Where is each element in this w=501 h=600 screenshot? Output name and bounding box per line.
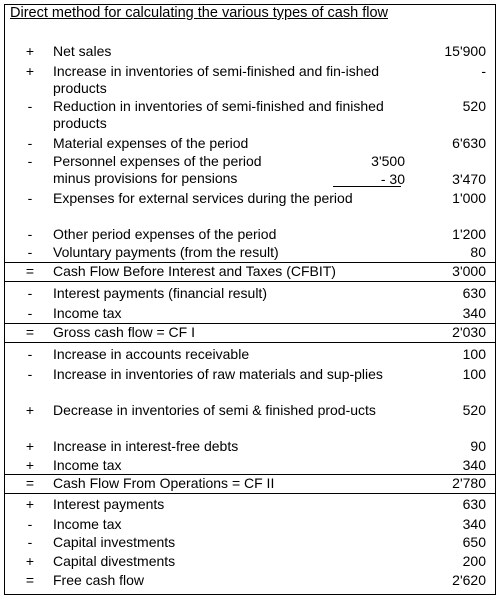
row-label: Capital divestments [53, 553, 176, 569]
row-value: 100 [462, 366, 486, 382]
row-sign: + [25, 553, 35, 569]
table-row [5, 572, 496, 590]
table-row [5, 346, 496, 364]
row-value: 100 [462, 346, 486, 362]
row-sub-value: 3'500 [371, 153, 405, 169]
row-value: 6'630 [452, 135, 486, 151]
row-sign: - [27, 98, 33, 114]
row-value: 80 [470, 244, 486, 260]
sum-underline [333, 186, 401, 187]
row-sign: = [25, 572, 35, 588]
row-label: Income tax [53, 457, 122, 473]
row-label: Interest payments (financial result) [53, 285, 267, 301]
row-sign: - [27, 153, 33, 169]
row-label: Material expenses of the period [53, 135, 249, 151]
table-row [5, 534, 496, 552]
table-row [5, 438, 496, 456]
row-value: 3'470 [452, 171, 486, 187]
table-row [5, 63, 496, 97]
table-row [5, 226, 496, 244]
row-sign: - [27, 534, 33, 550]
row-sign: + [25, 457, 35, 473]
row-sign: + [25, 63, 35, 79]
row-sign: + [25, 496, 35, 512]
row-sub-value: - 30 [380, 171, 405, 187]
row-value: 3'000 [452, 263, 486, 279]
row-value: - [481, 63, 486, 79]
row-sign: - [27, 135, 33, 151]
table-row [5, 190, 496, 224]
total-row [5, 323, 496, 343]
row-sign: = [25, 475, 35, 491]
row-sign: - [27, 244, 33, 260]
row-label: Cash Flow From Operations = CF II [53, 475, 275, 491]
row-sign: + [25, 402, 35, 418]
table-row [5, 305, 496, 323]
row-value: 630 [462, 285, 486, 301]
row-value: 1'200 [452, 226, 486, 242]
row-label: Reduction in inventories of semi-finished and finished products [53, 98, 384, 131]
table-row [5, 496, 496, 514]
row-value: 90 [470, 438, 486, 454]
row-sign: = [25, 263, 35, 279]
table-row [5, 516, 496, 534]
row-sign: - [27, 366, 33, 382]
row-value: 200 [462, 553, 486, 569]
table-row [5, 244, 496, 262]
table-row [5, 285, 496, 303]
row-label: Increase in interest-free debts [53, 438, 239, 454]
row-label: Capital investments [53, 534, 176, 550]
row-sign: - [27, 226, 33, 242]
table-row [5, 43, 496, 61]
row-sign: - [27, 305, 33, 321]
row-value: 630 [462, 496, 486, 512]
row-label: Decrease in inventories of semi & finished prod-ucts [53, 402, 376, 418]
row-label: Cash Flow Before Interest and Taxes (CFBIT) [53, 263, 336, 279]
row-sign: = [25, 324, 35, 340]
row-value: 650 [462, 534, 486, 550]
table-row [5, 457, 496, 475]
row-sign: - [27, 190, 33, 206]
table-row [5, 402, 496, 436]
row-sign: + [25, 438, 35, 454]
row-sign: - [27, 346, 33, 362]
row-label: Free cash flow [53, 572, 145, 588]
row-value: 340 [462, 457, 486, 473]
row-label: Income tax [53, 516, 122, 532]
total-row [5, 262, 496, 282]
row-label: Other period expenses of the period [53, 226, 277, 242]
row-sign: - [27, 516, 33, 532]
row-label: Increase in accounts receivable [53, 346, 250, 362]
row-sign: + [25, 43, 35, 59]
row-value: 2'780 [452, 475, 486, 491]
row-sign: - [27, 285, 33, 301]
row-label: Gross cash flow = CF I [53, 324, 195, 340]
row-value: 520 [462, 402, 486, 418]
row-label: Net sales [53, 43, 112, 59]
row-label: Personnel expenses of the period minus provisions for pensions [53, 153, 262, 186]
row-value: 2'620 [452, 572, 486, 588]
total-row [5, 474, 496, 494]
row-label: Increase in inventories of semi-finished and fin-ished products [53, 63, 380, 96]
row-value: 2'030 [452, 324, 486, 340]
row-value: 15'900 [444, 43, 486, 59]
table-row [5, 135, 496, 153]
row-value: 1'000 [452, 190, 486, 206]
row-label: Income tax [53, 305, 122, 321]
row-value: 340 [462, 516, 486, 532]
row-label: Voluntary payments (from the result) [53, 244, 279, 260]
row-label: Increase in inventories of raw materials and sup-plies [53, 366, 383, 382]
row-label: Expenses for external services during the period [53, 190, 353, 206]
table-row [5, 553, 496, 571]
table-row [5, 153, 496, 189]
row-value: 520 [462, 98, 486, 114]
row-value: 340 [462, 305, 486, 321]
row-label: Interest payments [53, 496, 165, 512]
table-row [5, 98, 496, 132]
table-row [5, 366, 496, 400]
page-title: Direct method for calculating the various types of cash flow [10, 5, 388, 21]
